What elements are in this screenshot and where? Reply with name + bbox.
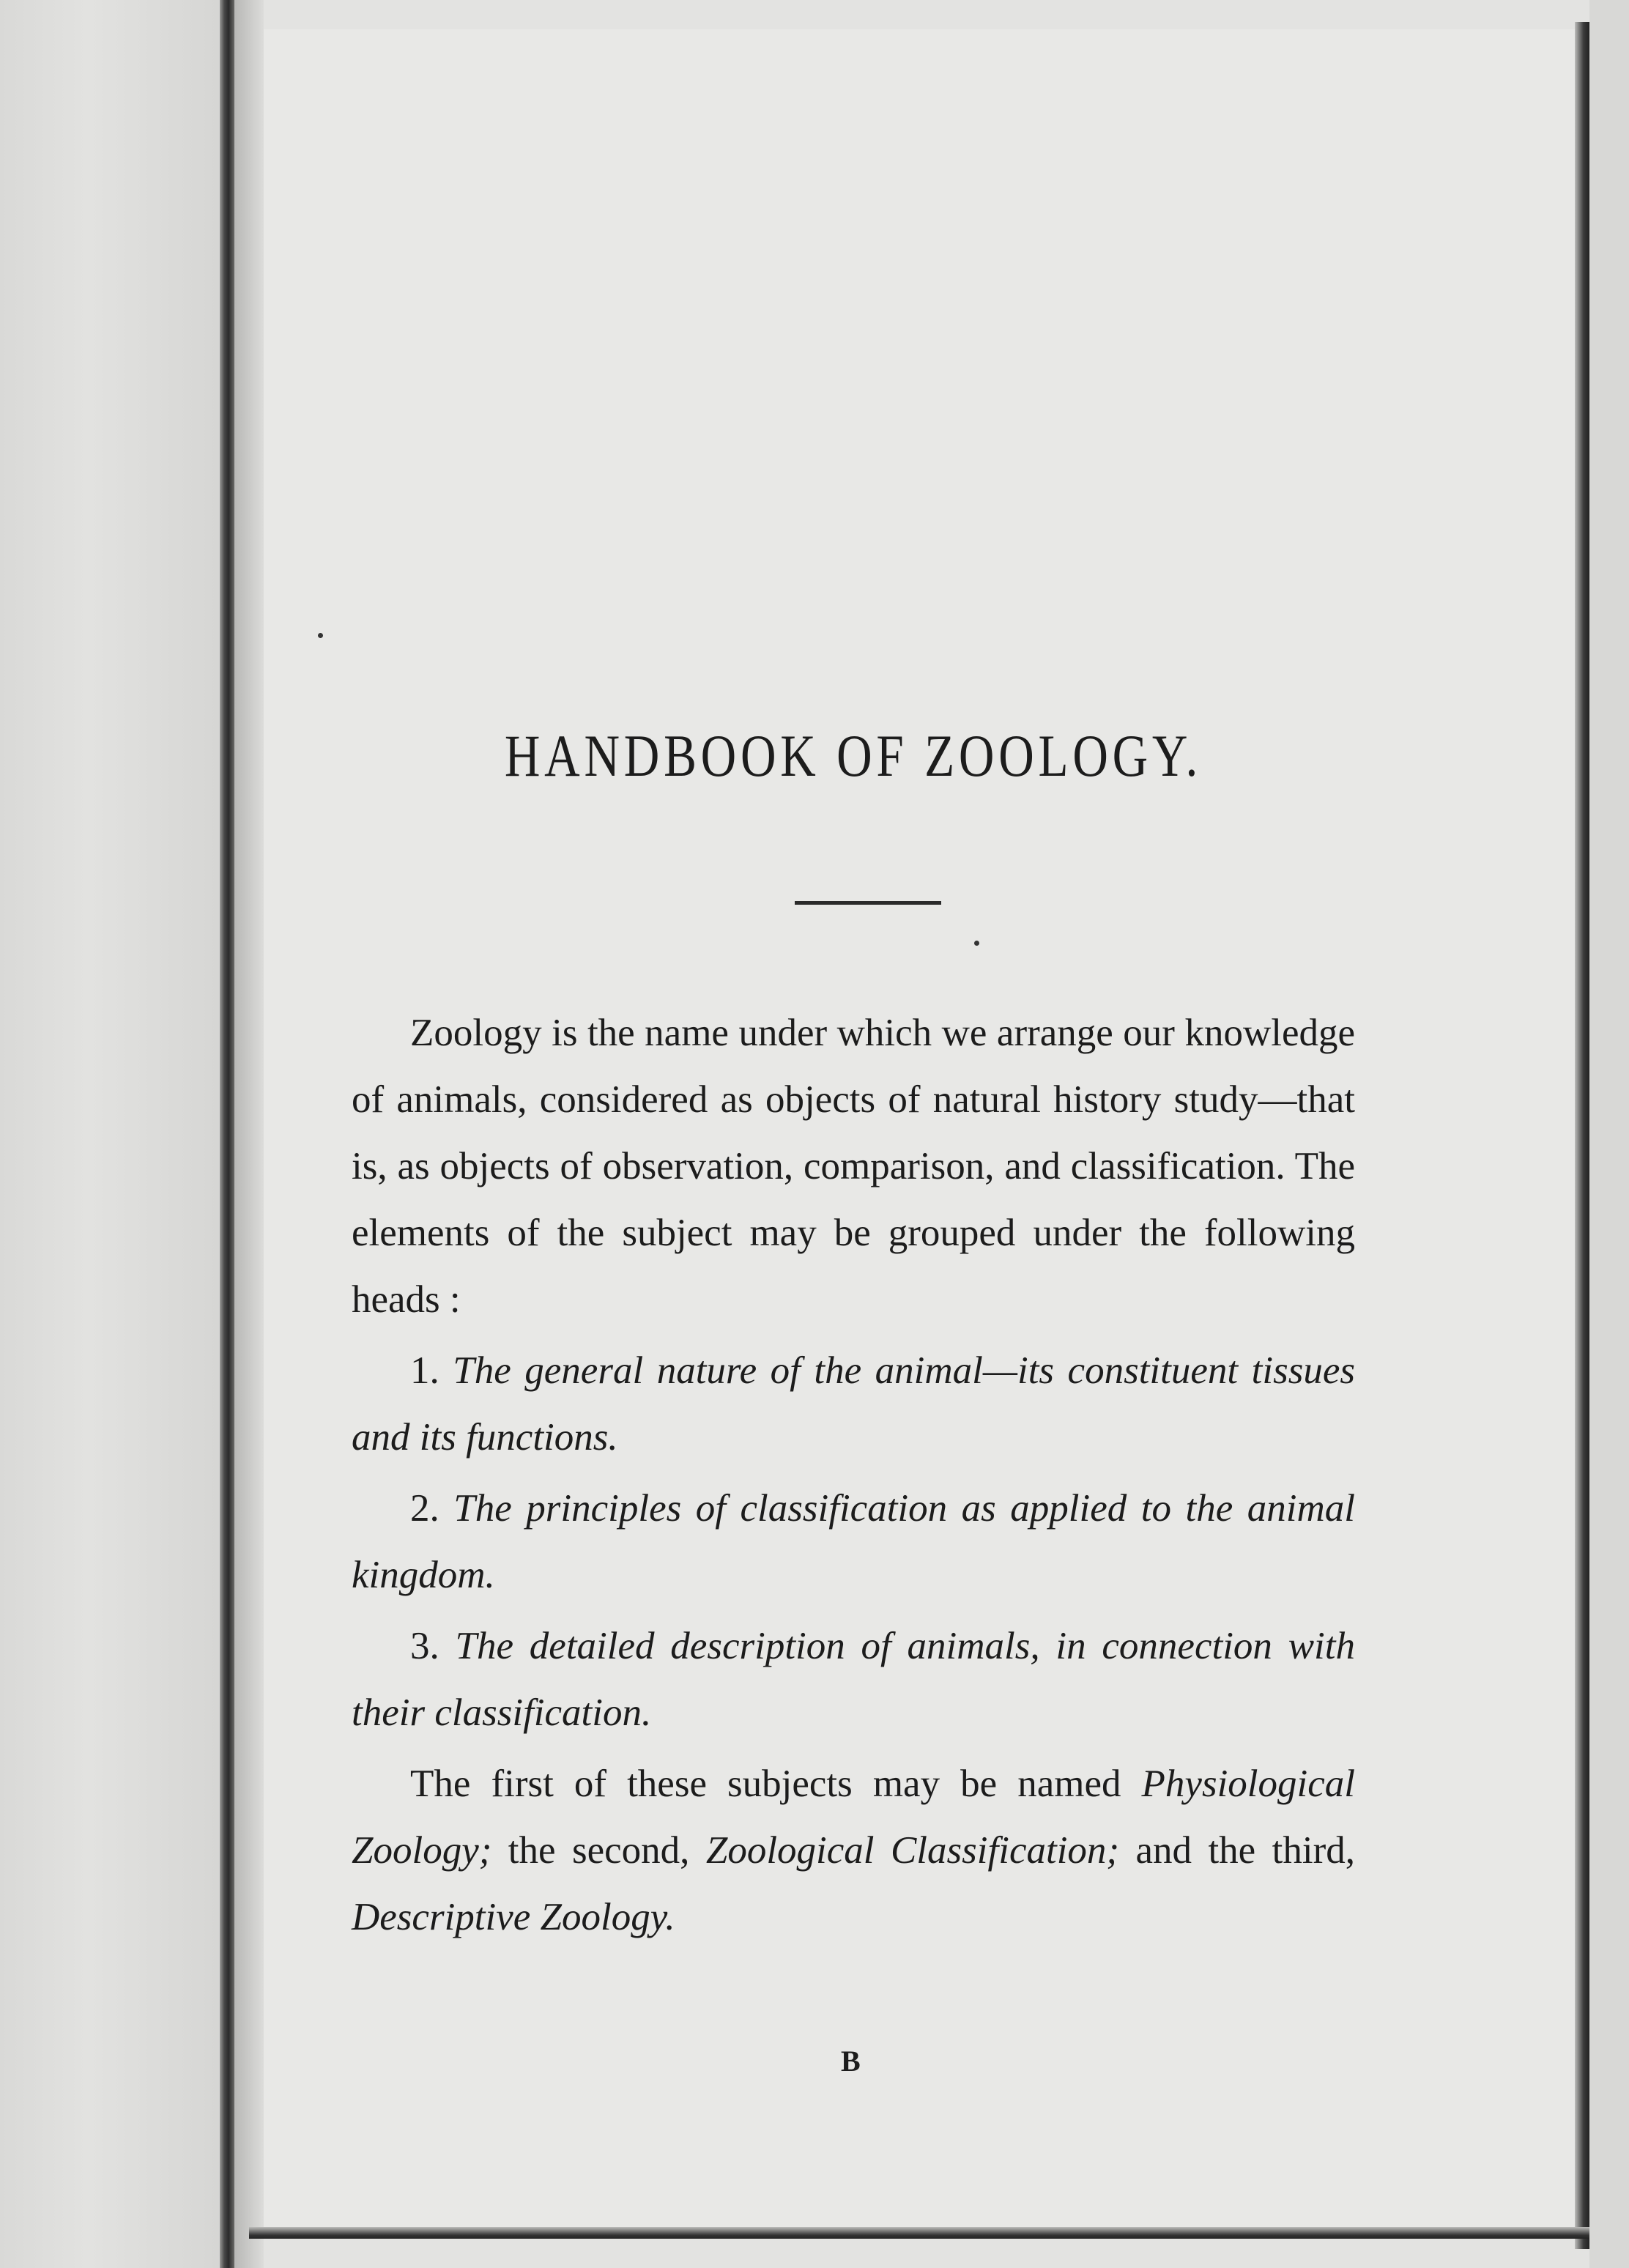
body-text xyxy=(352,1000,1355,1955)
book-gutter xyxy=(220,0,234,2268)
gutter-shadow xyxy=(234,0,264,2268)
head-item-3 xyxy=(352,1613,1355,1746)
head-number: 2. xyxy=(410,1487,439,1530)
term-physiological: Physiological Zoology; xyxy=(352,1763,1355,1872)
head-number: 1. xyxy=(410,1349,439,1392)
head-text: The detailed description of animals, in connection with their classification. xyxy=(352,1625,1356,1734)
head-text: The principles of classification as applied to the animal kingdom. xyxy=(352,1487,1355,1596)
intro-paragraph: Zoology is the name under which we arrange our knowledge of animals, considered as objects of natural history study—that is, as objects of observation, comparison, and classification. The elements of the subject may be grouped under the following heads : xyxy=(352,1012,1355,1321)
outer-margin xyxy=(1589,0,1629,2268)
conclusion-paragraph xyxy=(352,1751,1355,1951)
conclusion-text: and the third, xyxy=(1119,1829,1355,1872)
page-right-edge xyxy=(1575,22,1589,2249)
head-number: 3. xyxy=(410,1625,439,1667)
conclusion-text: the second, xyxy=(491,1829,706,1872)
conclusion-text: The first of these subjects may be named xyxy=(410,1763,1142,1805)
head-text: The general nature of the animal—its constituent tissues and its functions. xyxy=(352,1349,1355,1459)
head-item-1 xyxy=(352,1338,1355,1471)
facing-page-edge xyxy=(0,0,220,2268)
page-title: HANDBOOK OF ZOOLOGY. xyxy=(504,722,1203,789)
ink-speck xyxy=(974,941,979,946)
head-item-2 xyxy=(352,1475,1355,1609)
ink-speck xyxy=(318,633,323,638)
term-descriptive: Descriptive Zoology. xyxy=(352,1896,675,1938)
term-classification: Zoological Classification; xyxy=(705,1829,1120,1872)
signature-mark: B xyxy=(841,2045,861,2078)
title-rule xyxy=(795,901,941,905)
page-bottom-edge xyxy=(249,2227,1589,2239)
